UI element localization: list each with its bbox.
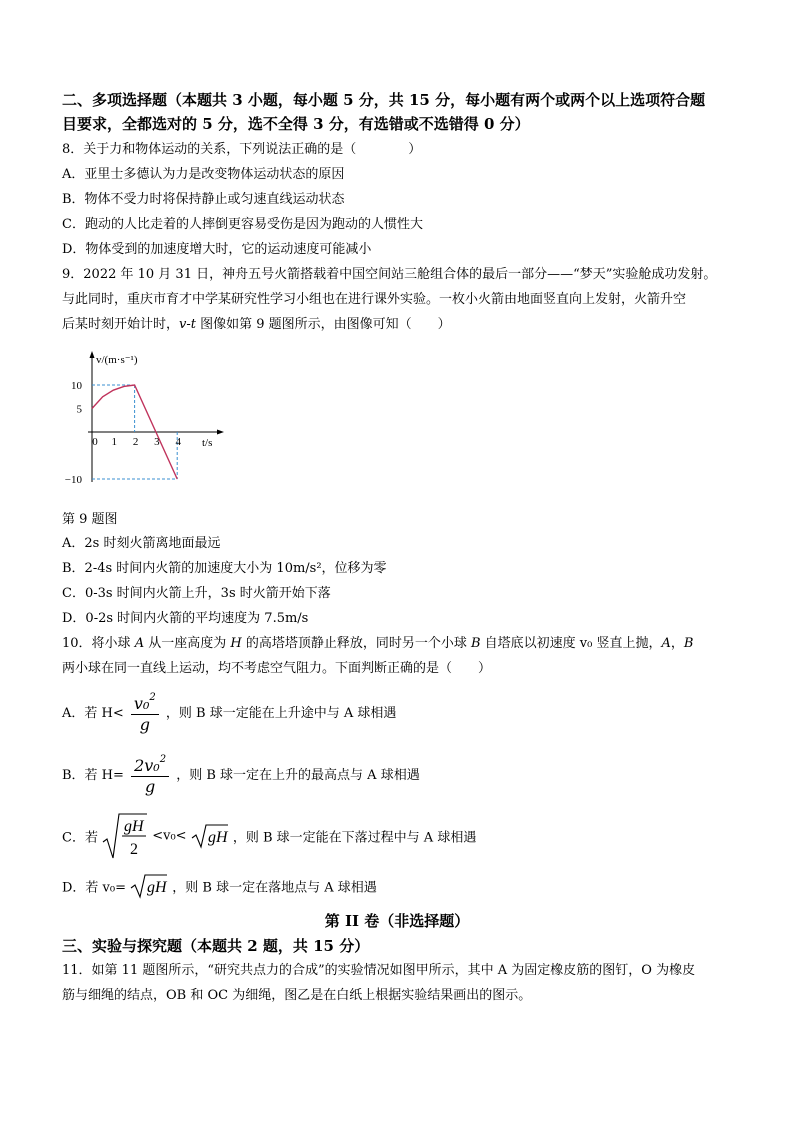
q10-text-c: 从一座高度为: [144, 636, 231, 651]
q8-option-d: D．物体受到的加速度增大时，它的运动速度可能减小: [62, 242, 372, 257]
q8-stem: 8．关于力和物体运动的关系，下列说法正确的是（ ）: [62, 142, 422, 157]
sqrt-radical-icon: [191, 823, 229, 849]
q10-option-a-numerator: v₀: [133, 694, 150, 713]
part2-title: 第 II 卷（非选择题）: [324, 912, 470, 930]
q10-var-h: H: [230, 636, 242, 651]
y-axis-label: v/(m·s⁻¹): [96, 354, 138, 366]
q9-option-c: C．0-3s 时间内火箭上升，3s 时火箭开始下落: [62, 586, 331, 601]
q9-stem-line3-pre: 后某时刻开始计时，: [62, 317, 180, 332]
q10-option-d-post: ，则 B 球一定在落地点与 A 球相遇: [172, 880, 377, 896]
y-axis-arrow: [90, 351, 95, 358]
q11-line2: 筋与细绳的结点，OB 和 OC 为细绳，图乙是在白纸上根据实验结果画出的图示。: [62, 988, 532, 1003]
q10-option-b-exponent: 2: [159, 754, 167, 765]
q10-text-a: 10．将小球: [62, 636, 135, 651]
q9-figure-caption: 第 9 题图: [62, 512, 118, 527]
q9-option-a: A．2s 时刻火箭离地面最远: [62, 536, 221, 551]
q10-var-a2: A: [661, 636, 671, 651]
y-tick-label: −10: [64, 474, 82, 486]
q9-stem-line2: 与此同时，重庆市育才中学某研究性学习小组也在进行课外实验。一枚小火箭由地面竖直向上发射，火箭升空: [62, 292, 687, 307]
sqrt-radical-icon: [102, 812, 148, 860]
q8-option-c: C．跑动的人比走着的人摔倒更容易受伤是因为跑动的人惯性大: [62, 217, 423, 232]
q9-vt-label: v-t: [179, 317, 196, 332]
q10-option-a-fraction: [131, 688, 159, 735]
q10-stem-line2: 两小球在同一直线上运动，均不考虑空气阻力。下面判断正确的是（ ）: [62, 661, 492, 676]
x-axis-arrow: [217, 430, 224, 435]
q10-text-g: 自塔底以初速度 v₀ 竖直上抛，: [480, 636, 662, 651]
q10-var-b: B: [470, 636, 481, 651]
q10-option-d-sqrt-content: gH: [147, 879, 167, 896]
q9-stem-line3: [62, 316, 451, 334]
sqrt-radical-icon: [130, 873, 168, 899]
q9-stem-line3-post: 图像如第 9 题图所示，由图像可知（ ）: [195, 317, 451, 332]
sqrt-symbol: [130, 873, 168, 899]
sqrt-symbol: [191, 823, 229, 849]
q10-stem-line1: [62, 635, 693, 653]
q9-stem-line1: 9．2022 年 10 月 31 日，神舟五号火箭搭载着中国空间站三舱组合体的最后一部分——“梦天”实验舱成功发射。: [62, 267, 717, 282]
x-tick-label: 3: [154, 436, 160, 448]
x-tick-label: 4: [175, 436, 181, 448]
q10-option-a: [62, 688, 396, 735]
y-tick-label: 5: [76, 403, 82, 416]
q10-option-a-pre: A．若 H<: [62, 706, 124, 721]
section2-heading-line2: 目要求，全都选对的 5 分，选不全得 3 分，有选错或不选错得 0 分）: [62, 115, 530, 133]
x-tick-label: 1: [111, 436, 118, 448]
q10-option-a-exponent: 2: [149, 692, 156, 703]
q10-option-d-pre: D．若 v₀=: [62, 880, 127, 896]
section3-heading: 三、实验与探究题（本题共 2 题，共 15 分）: [62, 937, 370, 955]
sqrt-fraction-symbol: [102, 812, 148, 860]
q10-option-c-numerator: gH: [124, 818, 144, 835]
q10-option-c-mid: <v₀<: [152, 828, 187, 844]
x-tick-label: 0: [92, 436, 98, 448]
q10-option-b: [62, 750, 420, 797]
q9-option-d: D．0-2s 时间内火箭的平均速度为 7.5m/s: [62, 611, 309, 626]
q10-option-c-sqrt-content: gH: [207, 829, 228, 846]
q10-option-c-post: ，则 B 球一定能在下落过程中与 A 球相遇: [232, 830, 477, 846]
q8-option-b: B．物体不受力时将保持静止或匀速直线运动状态: [62, 192, 345, 207]
section2-heading-line1: 二、多项选择题（本题共 3 小题，每小题 5 分，共 15 分，每小题有两个或两个以上选项符合题: [62, 91, 706, 109]
q10-option-c-denominator: 2: [130, 841, 139, 858]
q10-option-b-pre: B．若 H=: [62, 768, 124, 783]
q10-option-b-denominator: g: [144, 777, 156, 796]
q11-line1: 11．如第 11 题图所示，“研究共点力的合成”的实验情况如图甲所示，其中 A 为固定橡皮筋的图钉，O 为橡皮: [62, 963, 696, 978]
q10-option-d: [62, 873, 377, 899]
q10-text-i: ，: [670, 636, 684, 651]
q10-option-b-fraction: [131, 750, 169, 797]
y-tick-label: 10: [71, 380, 82, 392]
q8-option-a: A．亚里士多德认为力是改变物体运动状态的原因: [62, 167, 345, 182]
x-tick-label: 2: [132, 436, 139, 448]
q10-var-a: A: [134, 636, 145, 651]
vt-graph: [52, 348, 232, 488]
q10-option-b-numerator: 2v₀: [134, 756, 160, 775]
q10-option-a-post: ，则 B 球一定能在上升途中与 A 球相遇: [165, 706, 397, 721]
q10-option-c: [62, 812, 476, 860]
q10-option-c-pre: C．若: [62, 830, 98, 846]
q10-option-b-post: ，则 B 球一定在上升的最高点与 A 球相遇: [176, 768, 420, 783]
q10-var-b2: B: [683, 636, 694, 651]
q10-text-e: 的高塔塔顶静止释放，同时另一个小球: [241, 636, 471, 651]
tick-labels: [65, 380, 182, 486]
x-axis-label: t/s: [202, 437, 213, 449]
q9-option-b: B．2-4s 时间内火箭的加速度大小为 10m/s²，位移为零: [62, 561, 387, 576]
q10-option-a-denominator: g: [139, 715, 150, 734]
